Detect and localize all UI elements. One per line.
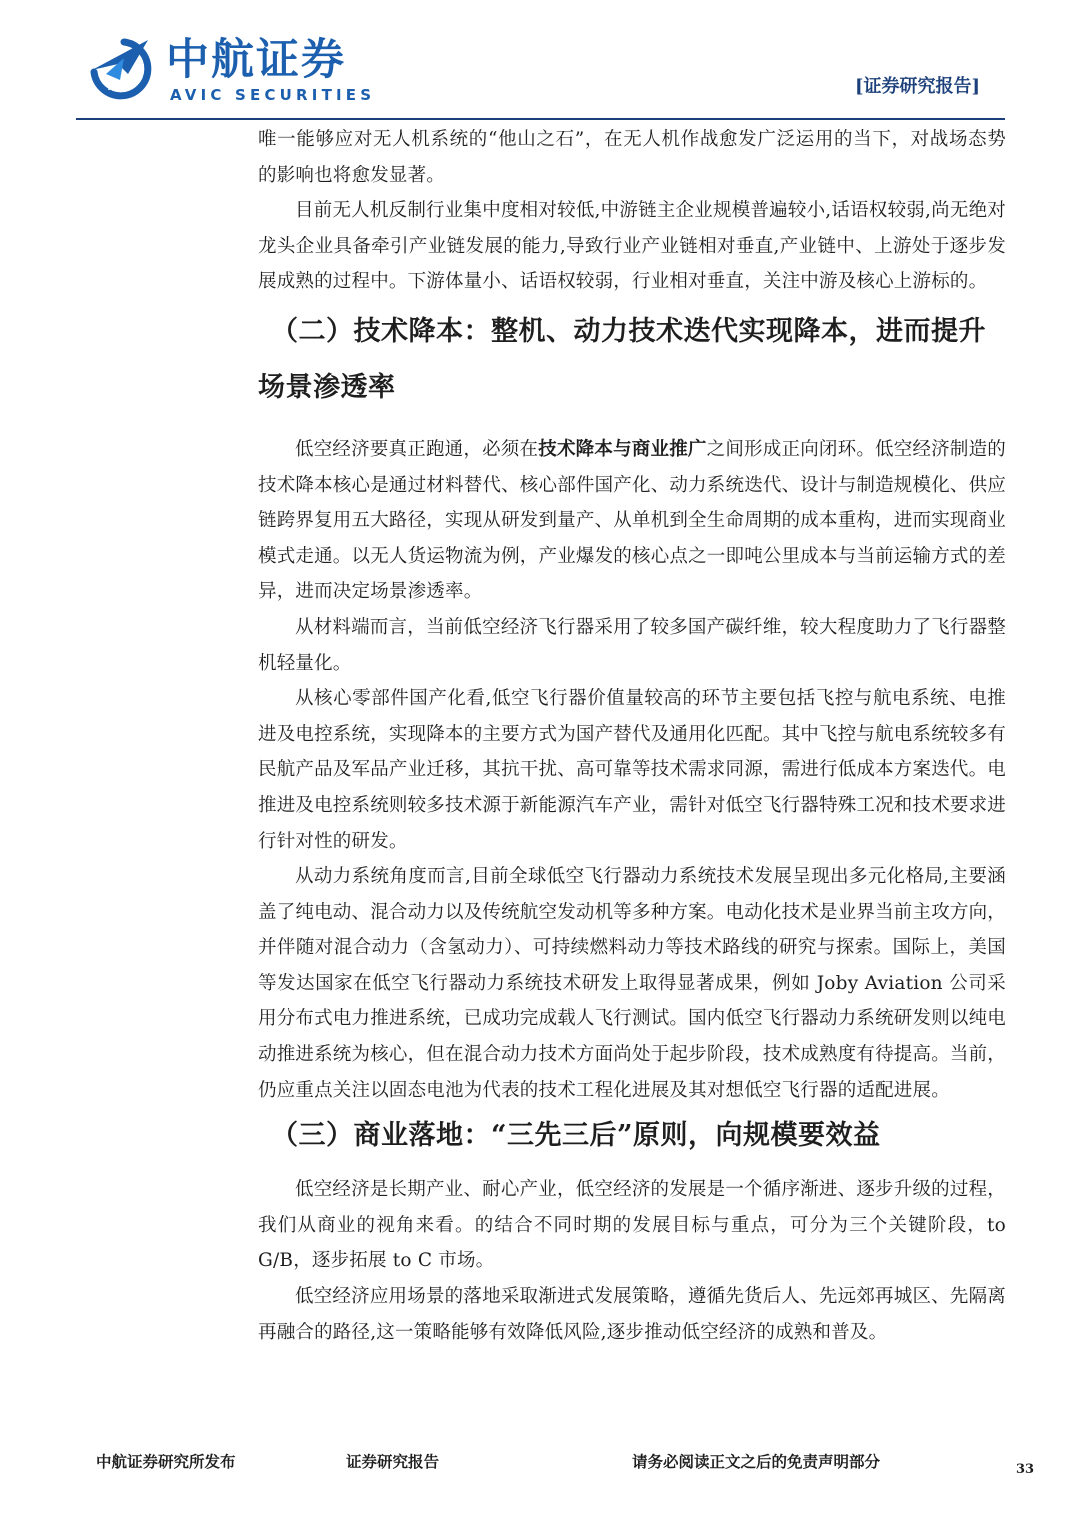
paragraph-power-systems: 从动力系统角度而言,目前全球低空飞行器动力系统技术发展呈现出多元化格局,主要涵盖了纯电动、混合动力以及传统航空发动机等多种方案。电动化技术是业界当前主攻方向，并伴随对混合动力（含氢动力）、可持续燃料动力等技术路线的研究与探索。国际上，美国等发达国家在低空飞行器动力系统技术研发上取得显著成果，例如 Joby Aviation 公司采用分布式电力推进系统，已成功完成载人飞行测试。国内低空飞行器动力系统研发则以纯电动推进系统为核心，但在混合动力技术方面尚处于起步阶段，技术成熟度有待提高。当前，仍应重点关注以固态电池为代表的技术工程化进展及其对想低空飞行器的适配进展。 bbox=[258, 866, 1007, 1101]
header-divider bbox=[76, 118, 1005, 120]
page-number: 33 bbox=[1016, 1462, 1035, 1477]
tech-text-a: 低空经济要真正跑通，必须在 bbox=[295, 438, 539, 460]
heading-line-2: 场景渗透率 bbox=[258, 371, 396, 403]
section-heading-commercial: （三）商业落地：“三先三后”原则，向规模要效益 bbox=[271, 1120, 881, 1152]
brand-name-cn: 中航证券 bbox=[166, 35, 346, 85]
paragraph-industry-concentration: 目前无人机反制行业集中度相对较低,中游链主企业规模普遍较小,话语权较弱,尚无绝对龙头企业具备牵引产业链发展的能力,导致行业产业链相对垂直,产业链中、上游处于逐步发展成熟的过程中。下游体量小、话语权较弱，行业相对垂直，关注中游及核心上游标的。 bbox=[258, 200, 1006, 293]
footer-disclaimer: 请务必阅读正文之后的免责声明部分 bbox=[632, 1452, 881, 1471]
avic-logo-icon bbox=[84, 34, 154, 104]
tech-text-emphasis: 技术降本与商业推广 bbox=[538, 438, 707, 460]
section-heading-tech-cost bbox=[271, 304, 1006, 360]
paragraph-materials: 从材料端而言，当前低空经济飞行器采用了较多国产碳纤维，较大程度助力了飞行器整机轻量化。 bbox=[258, 616, 1006, 674]
report-type-tag: [证券研究报告] bbox=[854, 76, 980, 97]
paragraph-tech-cost bbox=[258, 432, 1006, 610]
section-heading-tech-cost-cont bbox=[258, 360, 1006, 416]
paragraph-commercial-strategy: 低空经济应用场景的落地采取渐进式发展策略，遵循先货后人、先远郊再城区、先隔离再融合的路径,这一策略能够有效降低风险,逐步推动低空经济的成熟和普及。 bbox=[258, 1286, 1006, 1343]
brand-name-en: AVIC SECURITIES bbox=[170, 86, 376, 104]
footer-doc-type: 证券研究报告 bbox=[346, 1452, 440, 1471]
footer-publisher: 中航证券研究所发布 bbox=[96, 1452, 236, 1471]
paragraph-commercial-stages: 低空经济是长期产业、耐心产业，低空经济的发展是一个循序渐进、逐步升级的过程，我们从商业的视角来看。的结合不同时期的发展目标与重点，可分为三个关键阶段，to G/B，逐步拓展 to C 市场。 bbox=[258, 1179, 1006, 1272]
page-footer bbox=[0, 1440, 1080, 1500]
heading-spacer bbox=[258, 420, 1006, 432]
report-body bbox=[258, 122, 1006, 1350]
tech-text-b: 之间形成正向闭环。低空经济制造的技术降本核心是通过材料替代、核心部件国产化、动力系统迭代、设计与制造规模化、供应链跨界复用五大路径，实现从研发到量产、从单机到全生命周期的成本重构，进而实现商业模式走通。以无人货运物流为例，产业爆发的核心点之一即吨公里成本与当前运输方式的差异，进而决定场景渗透率。 bbox=[258, 438, 1007, 603]
paragraph-core-parts: 从核心零部件国产化看,低空飞行器价值量较高的环节主要包括飞控与航电系统、电推进及电控系统，实现降本的主要方式为国产替代及通用化匹配。其中飞控与航电系统较多有民航产品及军品产业迁移，其抗干扰、高可靠等技术需求同源，需进行低成本方案迭代。电推进及电控系统则较多技术源于新能源汽车产业，需针对低空飞行器特殊工况和技术要求进行针对性的研发。 bbox=[258, 688, 1007, 852]
logo-text: AVIC bbox=[108, 83, 132, 93]
paragraph-continued: 唯一能够应对无人机系统的“他山之石”，在无人机作战愈发广泛运用的当下，对战场态势的影响也将愈发显著。 bbox=[258, 129, 1006, 186]
heading-line-1: （二）技术降本：整机、动力技术迭代实现降本，进而提升 bbox=[271, 315, 986, 347]
page-header bbox=[0, 0, 1080, 122]
